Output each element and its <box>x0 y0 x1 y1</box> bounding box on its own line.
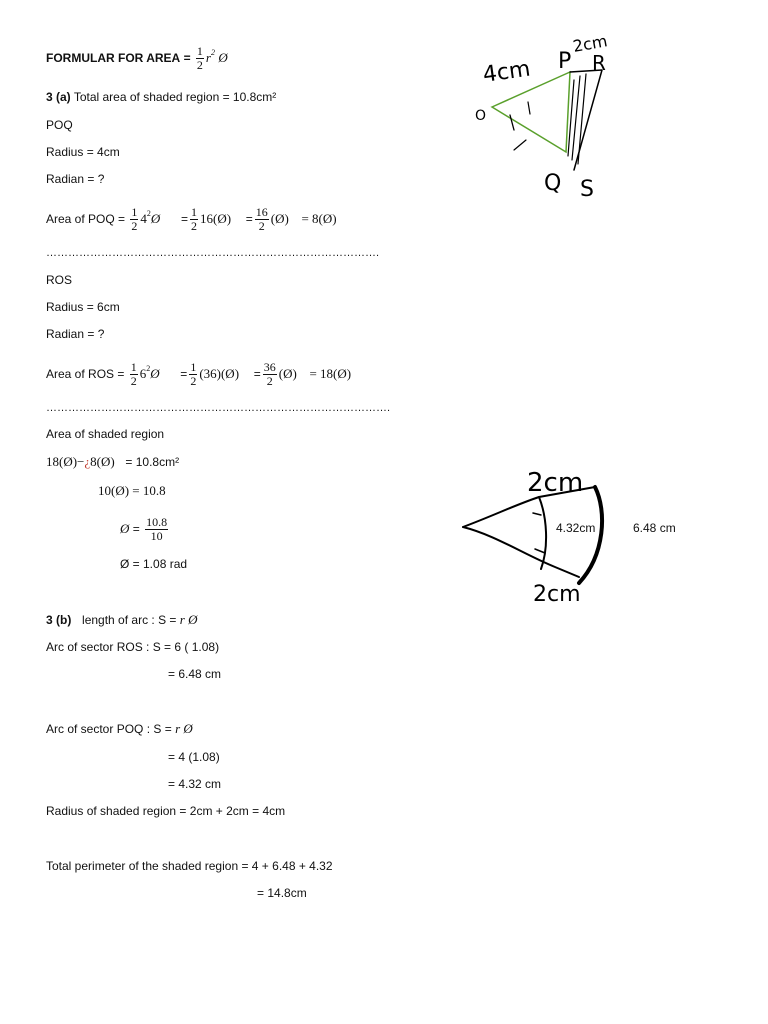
shaded-eq3-eq: = <box>132 522 140 536</box>
q3a-heading: 3 (a) <box>46 90 71 104</box>
radius-shaded-line: Radius of shaded region = 2cm + 2cm = 4cm <box>46 804 286 818</box>
sketch2-label-top: 2cm <box>527 468 584 498</box>
sketch2-label-bottom: 2cm <box>533 582 581 607</box>
sketch1-label-2cm: 2cm <box>571 31 609 56</box>
ros-t2-frac <box>189 361 197 388</box>
formula-r: r <box>205 50 211 65</box>
ros-radius: Radius = 6cm <box>46 300 120 314</box>
poq-t3-den: 2 <box>258 219 265 234</box>
separator-2: …………………………………………………………………………………. <box>46 402 391 414</box>
sketch1-tick-2 <box>528 102 530 114</box>
poq-t2-frac <box>190 206 198 233</box>
poq-t3-eq: = <box>245 212 253 226</box>
ros-t1-base: 6 <box>139 366 147 381</box>
q3b-text-b: r Ø <box>179 612 198 627</box>
arc-poq-label-b: r Ø <box>175 721 193 736</box>
shaded-eq2: 10(Ø) = 10.8 <box>98 483 166 498</box>
ros-t3-rest: (Ø) <box>278 366 297 381</box>
poq-t3-rest: (Ø) <box>270 211 289 226</box>
poq-t1-frac <box>130 206 138 233</box>
sketch1-tick-1 <box>510 115 514 130</box>
shaded-eq3-frac <box>145 516 168 543</box>
poq-t3-num: 16 <box>255 205 268 220</box>
ros-t4: = 18(Ø) <box>309 366 352 381</box>
poq-t1-num: 1 <box>131 205 138 220</box>
shaded-eq1-d: = 10.8cm² <box>125 455 180 469</box>
formula-num: 1 <box>196 44 203 59</box>
sketch1-tick-3 <box>514 140 526 150</box>
ros-t2-eq: = <box>180 367 188 381</box>
q3b-line <box>46 612 197 628</box>
sketch1-label-o: O <box>475 108 487 124</box>
sketch2-tick-lower <box>535 549 545 553</box>
arc-poq-line <box>46 721 193 737</box>
ros-t1-pow: 2 <box>146 364 151 373</box>
shaded-eq3-phi: Ø <box>120 521 130 536</box>
perimeter-result: = 14.8cm <box>257 886 307 900</box>
formula-fraction <box>196 45 204 72</box>
sketch1-label-r: R <box>592 51 606 75</box>
sketch1-outer-edge <box>570 70 602 170</box>
shaded-eq1-c: 8(Ø) <box>90 454 115 469</box>
shaded-eq1-b: ¿ <box>84 454 91 469</box>
shaded-eq3 <box>120 514 170 544</box>
formula-phi: Ø <box>218 50 228 65</box>
shaded-eq1 <box>46 454 179 470</box>
poq-t2-rest: 16(Ø) <box>199 211 232 226</box>
formula-line <box>46 45 228 72</box>
arc-poq-step: = 4 (1.08) <box>168 750 220 764</box>
sketch2-inner-label: 4.32cm <box>556 521 596 535</box>
q3a-text: Total area of shaded region = 10.8cm² <box>73 90 277 104</box>
ros-t1-frac <box>130 361 138 388</box>
sector-sketch-1 <box>470 30 630 205</box>
shaded-eq3-num: 10.8 <box>146 515 168 530</box>
ros-radian: Radian = ? <box>46 327 105 341</box>
ros-label: ROS <box>46 273 73 287</box>
arc-poq-label-a: Arc of sector POQ : S = <box>46 722 172 736</box>
poq-t2-den: 2 <box>190 219 197 234</box>
poq-t1-base: 4 <box>140 211 147 226</box>
formula-equals: = <box>183 51 191 65</box>
formula-den: 2 <box>196 58 203 73</box>
poq-area-label: Area of POQ = <box>46 212 126 226</box>
poq-t1-pow: 2 <box>146 209 151 218</box>
q3a-line <box>46 89 276 105</box>
poq-radius: Radius = 4cm <box>46 145 120 159</box>
poq-radian: Radian = ? <box>46 172 105 186</box>
sketch2-tick-upper <box>533 513 541 515</box>
poq-label: POQ <box>46 118 73 132</box>
ros-t2-den: 2 <box>190 374 197 389</box>
ros-t1-num: 1 <box>130 360 137 375</box>
ros-t2-rest: (36)(Ø) <box>199 366 240 381</box>
shaded-eq3-den: 10 <box>150 529 163 544</box>
q3b-text-a: length of arc : S = <box>82 613 177 627</box>
poq-area-line <box>46 199 337 234</box>
sketch2-outer-label: 6.48 cm <box>633 521 676 535</box>
sketch1-label-q: Q <box>544 171 562 196</box>
sketch1-label-4cm: 4cm <box>481 56 532 88</box>
poq-t2-eq: = <box>180 212 188 226</box>
poq-t2-num: 1 <box>190 205 197 220</box>
separator-1: ………………………………………………………………………………. <box>46 247 380 259</box>
ros-t1-phi: Ø <box>150 366 160 381</box>
ros-area-label: Area of ROS = <box>46 367 125 381</box>
ros-t1-den: 2 <box>130 374 137 389</box>
poq-t4: = 8(Ø) <box>301 211 337 226</box>
ros-t2-num: 1 <box>190 360 197 375</box>
arc-ros-result: = 6.48 cm <box>168 667 222 681</box>
sketch1-label-p: P <box>558 49 572 74</box>
formula-label: FORMULAR FOR AREA <box>46 51 181 65</box>
poq-t1-phi: Ø <box>150 211 161 226</box>
sketch1-inner-hatch <box>568 74 586 164</box>
sketch2-inner-arc <box>539 497 546 569</box>
ros-t3-frac <box>263 361 277 388</box>
ros-area-line <box>46 354 351 389</box>
formula-pow: 2 <box>210 48 215 57</box>
ros-t3-num: 36 <box>263 360 276 375</box>
shaded-eq4: Ø = 1.08 rad <box>120 557 188 571</box>
q3b-heading: 3 (b) <box>46 613 72 627</box>
shaded-eq1-a: 18(Ø)− <box>46 454 85 469</box>
poq-t1-den: 2 <box>131 219 138 234</box>
shaded-label: Area of shaded region <box>46 427 165 441</box>
poq-t3-frac <box>255 206 269 233</box>
arc-ros-line: Arc of sector ROS : S = 6 ( 1.08) <box>46 640 220 654</box>
sketch1-label-s: S <box>580 177 594 202</box>
ros-t3-eq: = <box>253 367 261 381</box>
ros-t3-den: 2 <box>266 374 273 389</box>
arc-poq-result: = 4.32 cm <box>168 777 222 791</box>
perimeter-line: Total perimeter of the shaded region = 4 + 6.48 + 4.32 <box>46 859 333 873</box>
